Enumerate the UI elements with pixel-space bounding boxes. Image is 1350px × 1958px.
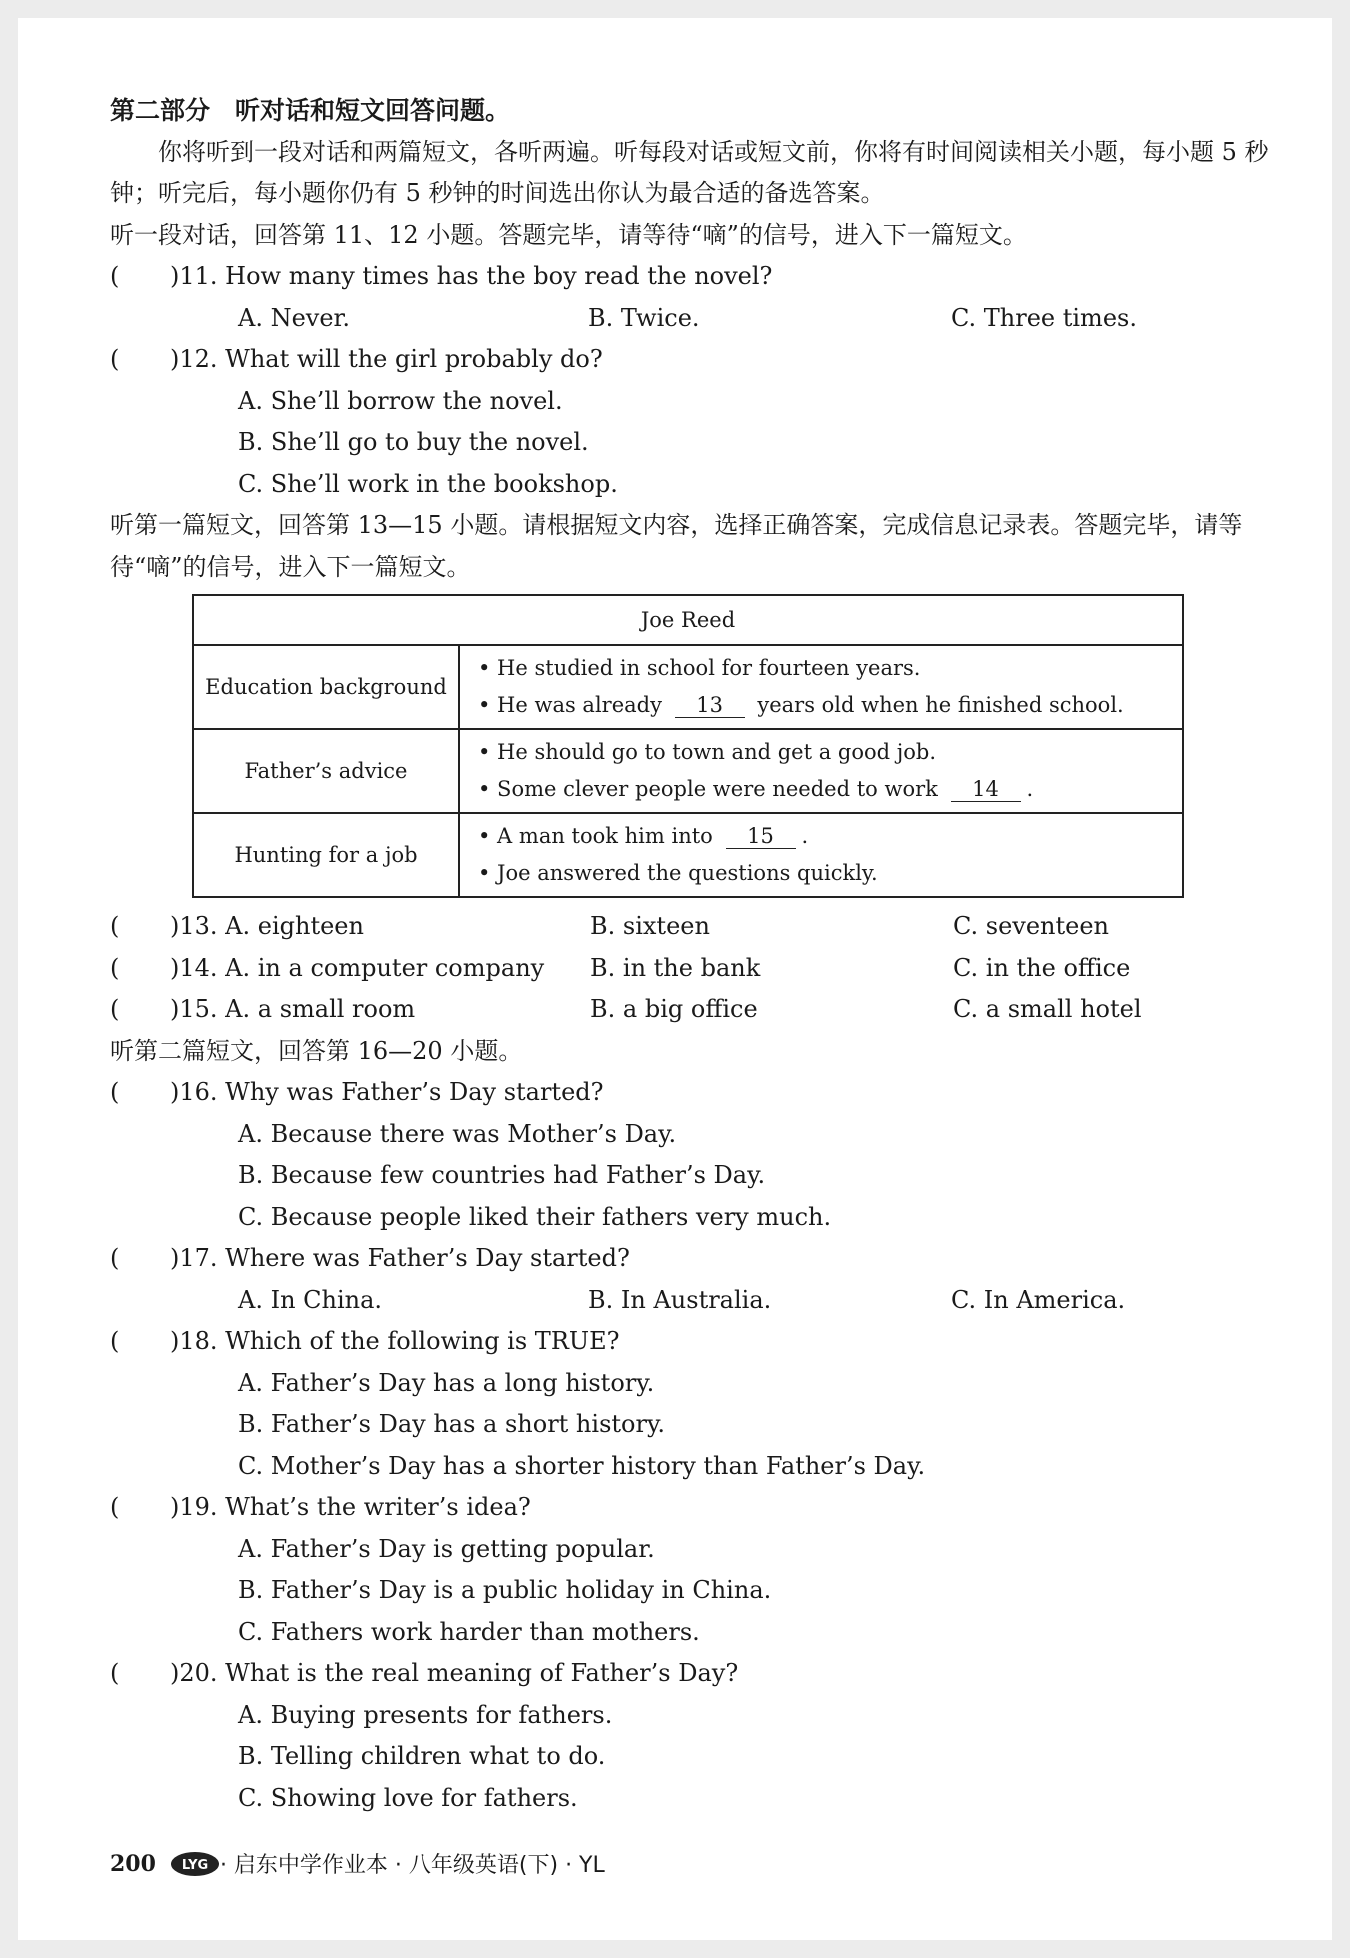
option-c: C. In America.: [951, 1285, 1126, 1314]
option-c: C. Three times.: [951, 303, 1137, 332]
item-text: .: [801, 824, 809, 848]
item-text: • A man took him into: [478, 824, 713, 848]
item-text: years old when he finished school.: [757, 693, 1124, 717]
table-row: [193, 645, 1183, 729]
publisher-logo-icon: [170, 1850, 220, 1878]
question-14: [110, 948, 1290, 990]
option-a: A. In China.: [238, 1285, 383, 1314]
page-number: 200: [110, 1850, 156, 1877]
content: [110, 90, 1290, 1819]
question-11-options: [110, 298, 1290, 340]
section-title: 第二部分 听对话和短文回答问题。: [110, 96, 511, 125]
question-19: [110, 1487, 1290, 1529]
question-text: )11. How many times has the boy read the novel?: [170, 262, 773, 290]
svg-text:LYG: LYG: [181, 1857, 209, 1873]
book-title: · 启东中学作业本 · 八年级英语(下) · YL: [219, 1853, 605, 1878]
option-a: A. Father’s Day has a long history.: [238, 1368, 655, 1397]
answer-paren: (: [110, 995, 120, 1023]
question-12: [110, 339, 1290, 381]
question-18: [110, 1321, 1290, 1363]
option-b: B. Twice.: [588, 303, 700, 332]
option-c: C. seventeen: [953, 912, 1110, 940]
question-17-options: [110, 1280, 1290, 1322]
option-c: C. Showing love for fathers.: [238, 1783, 578, 1812]
row-item: • Joe answered the questions quickly.: [478, 861, 878, 885]
answer-paren: (: [110, 1078, 120, 1106]
question-text: )13. A. eighteen: [170, 912, 364, 940]
option-a: A. Because there was Mother’s Day.: [238, 1119, 677, 1148]
option-b: B. Father’s Day is a public holiday in China.: [238, 1576, 772, 1604]
question-15: [110, 989, 1290, 1031]
option-c: C. a small hotel: [953, 995, 1142, 1023]
option-a: A. Never.: [238, 303, 351, 332]
page-footer: [110, 1848, 605, 1879]
item-text: • He was already: [478, 693, 662, 717]
table-row: [193, 729, 1183, 813]
question-text: )18. Which of the following is TRUE?: [170, 1327, 620, 1355]
answer-paren: (: [110, 345, 120, 373]
answer-paren: (: [110, 1244, 120, 1272]
answer-blank: 13: [675, 693, 745, 718]
option-b: B. Telling children what to do.: [238, 1742, 606, 1770]
option-b: B. She’ll go to buy the novel.: [238, 428, 589, 456]
answer-paren: (: [110, 953, 120, 982]
passage2-instruction: 听第二篇短文，回答第 16—20 小题。: [110, 1036, 523, 1065]
item-text: .: [1026, 777, 1034, 801]
option-a: A. Father’s Day is getting popular.: [238, 1534, 655, 1563]
option-a: A. She’ll borrow the novel.: [238, 386, 563, 415]
question-text: )15. A. a small room: [170, 995, 416, 1023]
option-b: B. In Australia.: [588, 1285, 772, 1314]
option-c: C. Fathers work harder than mothers.: [238, 1617, 700, 1646]
row-item: [478, 818, 1168, 855]
page: [18, 18, 1332, 1940]
answer-blank: 15: [726, 824, 796, 849]
question-text: )12. What will the girl probably do?: [170, 345, 603, 373]
question-16: [110, 1072, 1290, 1114]
answer-paren: (: [110, 912, 120, 940]
option-b: B. sixteen: [590, 912, 710, 940]
question-text: )14. A. in a computer company: [170, 953, 545, 982]
row-label: Father’s advice: [193, 729, 459, 813]
row-label: Education background: [193, 645, 459, 729]
row-label: Hunting for a job: [193, 813, 459, 897]
option-c: C. Because people liked their fathers very much.: [238, 1202, 832, 1231]
row-item: [478, 687, 1168, 724]
answer-blank: 14: [951, 777, 1021, 802]
question-text: )16. Why was Father’s Day started?: [170, 1078, 604, 1106]
intro-paragraph: 你将听到一段对话和两篇短文，各听两遍。听每段对话或短文前，你将有时间阅读相关小题，每小题 5 秒钟；听完后，每小题你仍有 5 秒钟的时间选出你认为最合适的备选答案。: [110, 137, 1269, 207]
option-c: C. She’ll work in the bookshop.: [238, 469, 618, 498]
row-item: • He should go to town and get a good job.: [478, 740, 937, 764]
option-b: B. in the bank: [590, 953, 761, 982]
question-text: )17. Where was Father’s Day started?: [170, 1244, 630, 1272]
answer-paren: (: [110, 1493, 120, 1521]
question-text: )20. What is the real meaning of Father’s Day?: [170, 1659, 739, 1687]
answer-paren: (: [110, 1659, 120, 1687]
question-text: )19. What’s the writer’s idea?: [170, 1493, 531, 1521]
passage1-instruction: 听第一篇短文，回答第 13—15 小题。请根据短文内容，选择正确答案，完成信息记录表。答题完毕，请等待“嘀”的信号，进入下一篇短文。: [110, 511, 1243, 581]
question-17: [110, 1238, 1290, 1280]
option-b: B. a big office: [590, 995, 758, 1023]
row-item: [478, 771, 1168, 808]
question-11: [110, 256, 1290, 298]
option-b: B. Because few countries had Father’s Day.: [238, 1161, 766, 1189]
question-20: [110, 1653, 1290, 1695]
info-table: [192, 594, 1184, 898]
dialog-instruction: 听一段对话，回答第 11、12 小题。答题完毕，请等待“嘀”的信号，进入下一篇短文。: [110, 220, 1027, 249]
table-title: Joe Reed: [193, 595, 1183, 645]
row-item: • He studied in school for fourteen years.: [478, 656, 921, 680]
answer-paren: (: [110, 1327, 120, 1355]
option-c: C. in the office: [953, 953, 1131, 982]
item-text: • Some clever people were needed to work: [478, 777, 938, 801]
option-b: B. Father’s Day has a short history.: [238, 1410, 665, 1438]
option-a: A. Buying presents for fathers.: [238, 1700, 613, 1729]
question-13: [110, 906, 1290, 948]
option-c: C. Mother’s Day has a shorter history than Father’s Day.: [238, 1451, 926, 1480]
answer-paren: (: [110, 262, 120, 290]
table-row: [193, 813, 1183, 897]
